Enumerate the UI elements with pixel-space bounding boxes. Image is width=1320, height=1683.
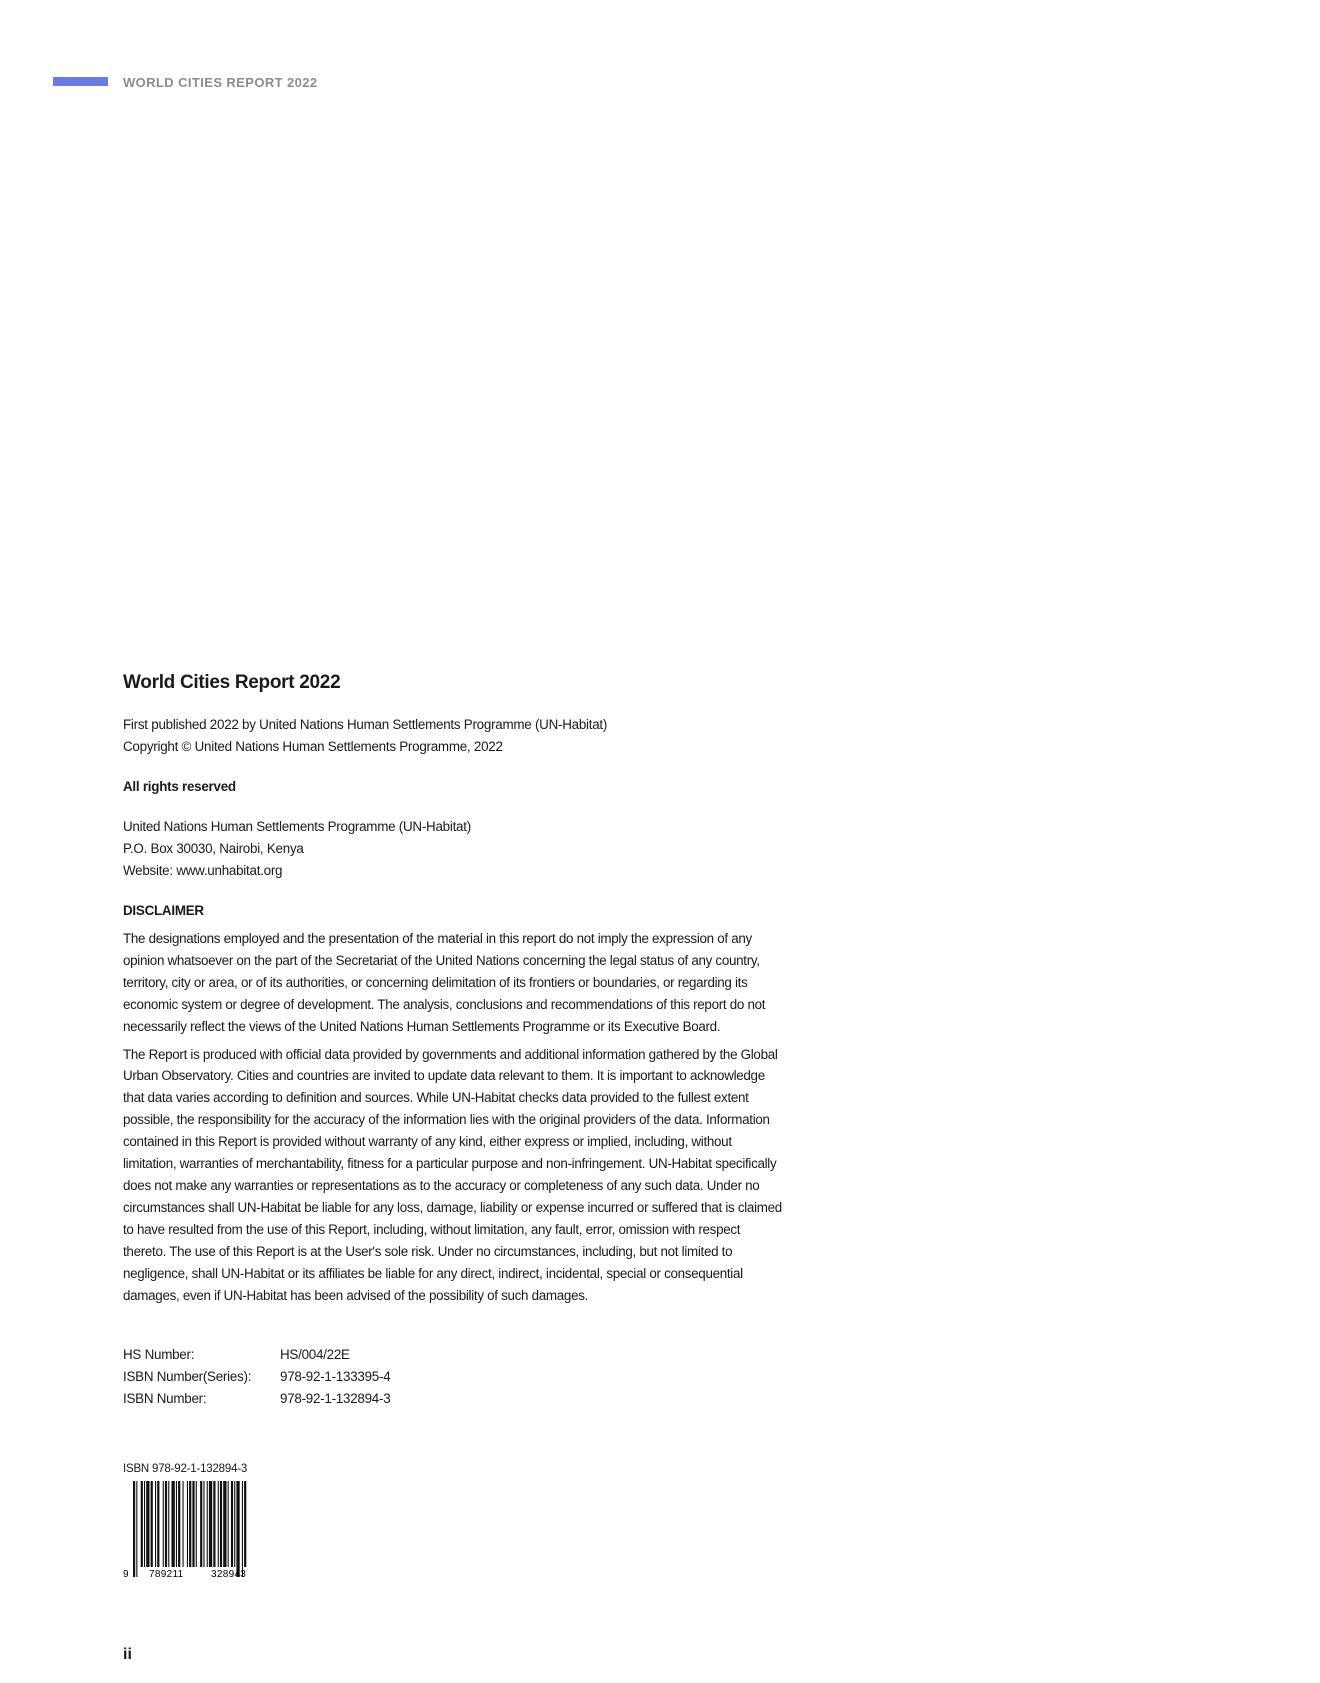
identifier-label: ISBN Number: [123, 1390, 207, 1406]
barcode-left-digits: 789211 [149, 1569, 184, 1580]
barcode-bar [163, 1481, 164, 1567]
identifier-row [123, 1344, 783, 1366]
identifier-label: ISBN Number(Series): [123, 1369, 252, 1384]
disclaimer-paragraph-2: The Report is produced with official data provided by governments and additional information gathered by the Global Urban Observatory. Cities and countries are invited to update data relevant to them. It is important to acknowledge that data varies according to definition and sources. While UN-Habitat checks data provided to the fullest extent possible, the responsibility for the accuracy of the information lies with the original providers of the data. Information contained in this Report is provided without warranty of any kind, either express or implied, including, without limitation, warranties of merchantability, fitness for a particular purpose and non-infringement. UN-Habitat specifically does not make any warranties or representations as to the accuracy or completeness of any such data. Under no circumstances shall UN-Habitat be liable for any loss, damage, liability or expense incurred or suffered that is claimed to have resulted from the use of this Report, including, without limitation, any fault, error, omission with respect thereto. The use of this Report is at the User's sole risk. Under no circumstances, including, but not limited to negligence, shall UN-Habitat or its affiliates be liable for any direct, indirect, incidental, special or consequential damages, even if UN-Habitat has been advised of the possibility of such damages. [123, 1046, 782, 1303]
rights-block [123, 776, 783, 798]
barcode-bar [218, 1481, 219, 1567]
barcode-bar [183, 1481, 184, 1567]
barcode-caption: ISBN 978-92-1-132894-3 [123, 1463, 248, 1475]
barcode-bar [196, 1481, 197, 1567]
barcode-bar [157, 1481, 159, 1567]
barcode-bar [133, 1481, 135, 1577]
barcode-bar [220, 1481, 222, 1567]
identifier-row [123, 1366, 783, 1388]
barcode-right-digits: 328943 [211, 1569, 247, 1580]
identifier-row [123, 1388, 783, 1410]
barcode-bar [228, 1481, 229, 1567]
identifiers-table [123, 1344, 783, 1409]
barcode-bar [146, 1481, 149, 1567]
barcode-lead-digit: 9 [123, 1569, 129, 1580]
barcode-bar [203, 1481, 204, 1567]
website-line: Website: www.unhabitat.org [123, 863, 283, 878]
barcode-bar [207, 1481, 208, 1567]
rights-statement: All rights reserved [123, 779, 236, 794]
barcode-bar [209, 1481, 212, 1567]
running-header-title: WORLD CITIES REPORT 2022 [123, 75, 318, 90]
page-number: ii [123, 1646, 132, 1663]
barcode-bar [189, 1481, 191, 1567]
barcode-bar [234, 1481, 235, 1567]
header-accent-bar [53, 77, 108, 86]
po-box-line: P.O. Box 30030, Nairobi, Kenya [123, 841, 304, 856]
barcode-bar [144, 1481, 145, 1567]
address-block [123, 816, 783, 882]
barcode-bar [168, 1481, 169, 1567]
barcode-bars [133, 1481, 246, 1577]
identifier-value: HS/004/22E [280, 1347, 350, 1363]
imprint-content [123, 672, 783, 1409]
barcode-bar [200, 1481, 202, 1567]
barcode-bar [136, 1481, 137, 1577]
barcode-bar [141, 1481, 143, 1567]
barcode-bar [244, 1481, 246, 1567]
barcode-bar [151, 1481, 153, 1567]
barcode-bar [192, 1481, 194, 1567]
barcode-bar [213, 1481, 215, 1567]
barcode-bar [165, 1481, 167, 1567]
publication-info [123, 714, 783, 758]
disclaimer-section [123, 900, 783, 1306]
barcode-bar [178, 1481, 180, 1567]
barcode-graphic [123, 1463, 273, 1583]
barcode-bar [223, 1481, 226, 1567]
barcode-bar [172, 1481, 175, 1567]
isbn-barcode [123, 1463, 273, 1583]
barcode-bar [242, 1481, 243, 1577]
barcode-bar [155, 1481, 156, 1567]
first-published-line: First published 2022 by United Nations Human Settlements Programme (UN-Habitat) [123, 717, 608, 732]
identifier-value: 978-92-1-133395-4 [280, 1369, 391, 1384]
copyright-line: Copyright © United Nations Human Settlements Programme, 2022 [123, 739, 503, 754]
disclaimer-heading: DISCLAIMER [123, 903, 204, 918]
barcode-bar [176, 1481, 177, 1567]
disclaimer-paragraph-1: The designations employed and the presentation of the material in this report do not imply the expression of any opinion whatsoever on the part of the Secretariat of the United Nations concerning the legal status of any country, territory, city or area, or of its authorities, or concerning delimitation of its frontiers or boundaries, or regarding its economic system or degree of development. The analysis, conclusions and recommendations of this report do not necessarily reflect the views of the United Nations Human Settlements Programme or its Executive Board. [123, 931, 766, 1034]
barcode-bar [231, 1481, 233, 1567]
identifier-label: HS Number: [123, 1347, 195, 1363]
barcode-bar [187, 1481, 188, 1567]
document-title: World Cities Report 2022 [123, 672, 341, 693]
identifier-value: 978-92-1-132894-3 [280, 1390, 391, 1406]
org-name-line: United Nations Human Settlements Programme (UN-Habitat) [123, 819, 471, 834]
barcode-bar [236, 1481, 239, 1577]
